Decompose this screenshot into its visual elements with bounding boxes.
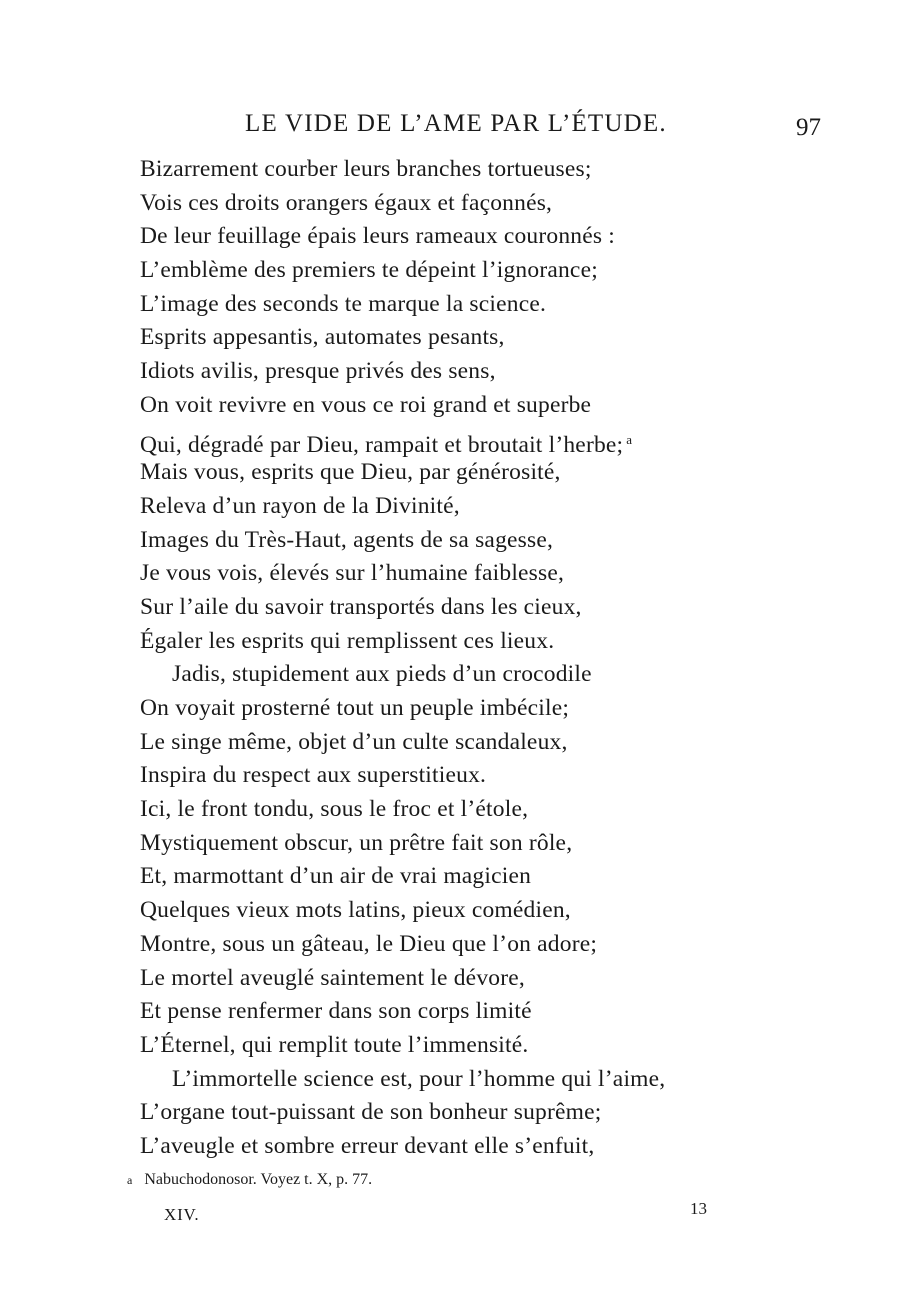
verse-line <box>140 1029 840 1063</box>
verse-text: Et pense renfermer dans son corps limité <box>140 998 532 1025</box>
verse-line <box>140 220 840 254</box>
verse-line <box>140 254 840 288</box>
verse-line <box>140 321 840 355</box>
verse-text: Le mortel aveuglé saintement le dévore, <box>140 964 525 991</box>
sheet-number: 13 <box>690 1199 707 1218</box>
footnote-mark: a <box>127 1173 133 1187</box>
verse-text: L’image des seconds te marque la science. <box>140 290 547 317</box>
verse-line <box>140 726 840 760</box>
verse-text: Esprits appesantis, automates pesants, <box>140 324 505 351</box>
footnote <box>127 1171 372 1189</box>
verse-text: Jadis, stupidement aux pieds d’un crocodile <box>172 661 592 688</box>
verse-text: Et, marmottant d’un air de vrai magicien <box>140 863 532 890</box>
verse-text: Sur l’aile du savoir transportés dans les cieux, <box>140 593 582 620</box>
verse-line <box>140 962 840 996</box>
poem-body <box>140 153 840 1164</box>
verse-line <box>140 187 840 221</box>
verse-line <box>140 456 840 490</box>
verse-text: Inspira du respect aux superstitieux. <box>140 762 487 789</box>
verse-line <box>140 1096 840 1130</box>
verse-line <box>140 692 840 726</box>
page-number: 97 <box>796 114 821 141</box>
verse-line <box>140 995 840 1029</box>
verse-line <box>140 355 840 389</box>
verse-line <box>140 658 840 692</box>
verse-text: On voit revivre en vous ce roi grand et superbe <box>140 391 592 418</box>
verse-line <box>140 1063 840 1097</box>
verse-text: Bizarrement courber leurs branches tortueuses; <box>140 156 592 182</box>
verse-line <box>140 793 840 827</box>
verse-line <box>140 625 840 659</box>
verse-line <box>140 524 840 558</box>
verse-line <box>140 827 840 861</box>
verse-text: Vois ces droits orangers égaux et façonnés, <box>140 189 553 216</box>
verse-line <box>140 557 840 591</box>
verse-line <box>140 423 840 457</box>
verse-text: De leur feuillage épais leurs rameaux couronnés : <box>140 223 616 250</box>
verse-text: Mystiquement obscur, un prêtre fait son rôle, <box>140 829 573 856</box>
verse-text: Quelques vieux mots latins, pieux comédien, <box>140 897 571 924</box>
verse-text: Releva d’un rayon de la Divinité, <box>140 492 460 519</box>
footnote-reference: a <box>626 431 633 447</box>
verse-text: Ici, le front tondu, sous le froc et l’étole, <box>140 796 529 823</box>
signature-mark: XIV. <box>164 1205 200 1224</box>
verse-line <box>140 860 840 894</box>
verse-text: Qui, dégradé par Dieu, rampait et broutait l’herbe; <box>140 431 624 458</box>
verse-line <box>140 389 840 423</box>
verse-text: On voyait prosterné tout un peuple imbécile; <box>140 695 570 721</box>
verse-line <box>140 928 840 962</box>
verse-line <box>140 288 840 322</box>
verse-line <box>140 591 840 625</box>
verse-line <box>140 490 840 524</box>
verse-text: Mais vous, esprits que Dieu, par générosité, <box>140 459 561 486</box>
verse-text: Je vous vois, élevés sur l’humaine faiblesse, <box>140 560 565 587</box>
verse-line <box>140 153 840 187</box>
verse-text: Idiots avilis, presque privés des sens, <box>140 358 496 385</box>
verse-text: Montre, sous un gâteau, le Dieu que l’on adore; <box>140 930 598 957</box>
footnote-text: Nabuchodonosor. Voyez t. X, p. 77. <box>144 1171 373 1188</box>
verse-text: L’immortelle science est, pour l’homme qui l’aime, <box>172 1065 666 1092</box>
verse-text: Égaler les esprits qui remplissent ces lieux. <box>140 627 555 654</box>
verse-line <box>140 1130 840 1164</box>
verse-text: Images du Très-Haut, agents de sa sagesse, <box>140 526 554 553</box>
running-title: LE VIDE DE L’AME PAR L’ÉTUDE. <box>245 110 667 137</box>
verse-line <box>140 759 840 793</box>
verse-text: L’aveugle et sombre erreur devant elle s’enfuit, <box>140 1132 595 1159</box>
verse-text: L’Éternel, qui remplit toute l’immensité. <box>140 1031 529 1058</box>
verse-line <box>140 894 840 928</box>
verse-text: Le singe même, objet d’un culte scandaleux, <box>140 728 568 755</box>
verse-text: L’organe tout-puissant de son bonheur suprême; <box>140 1099 602 1126</box>
verse-text: L’emblème des premiers te dépeint l’ignorance; <box>140 257 598 284</box>
